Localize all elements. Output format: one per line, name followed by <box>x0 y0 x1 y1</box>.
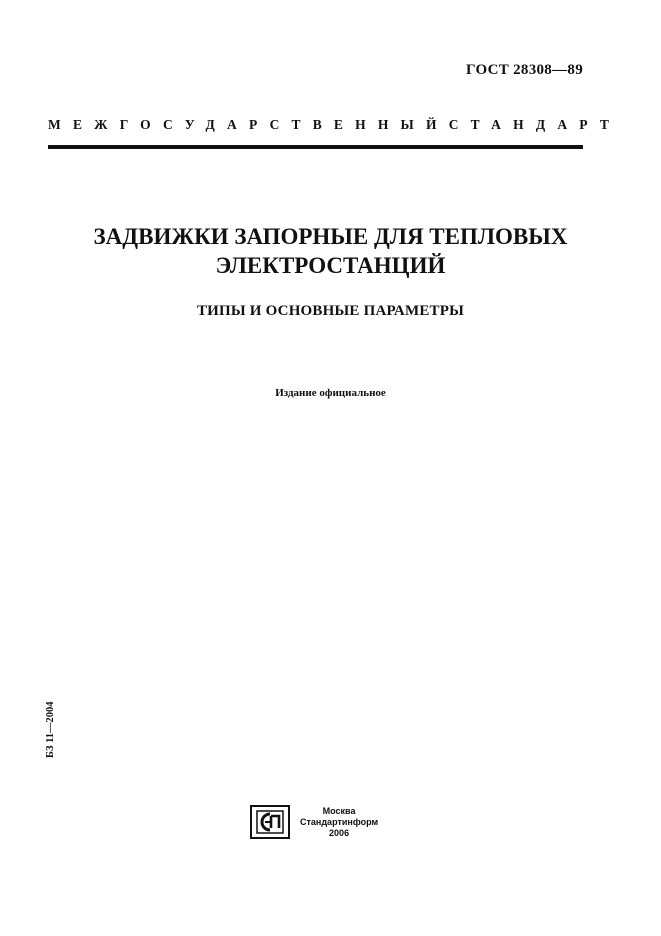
document-title-line-2: ЭЛЕКТРОСТАНЦИЙ <box>215 253 446 278</box>
interstate-standard-label <box>48 117 622 133</box>
document-title-line-1: ЗАДВИЖКИ ЗАПОРНЫЕ ДЛЯ ТЕПЛОВЫХ <box>93 224 568 249</box>
document-subtitle: ТИПЫ И ОСНОВНЫЕ ПАРАМЕТРЫ <box>196 303 465 319</box>
edition-note: Издание официальное <box>275 387 386 399</box>
interstate-word-1: МЕЖГОСУДАРСТВЕННЫЙ <box>48 117 449 132</box>
header-rule <box>48 145 583 149</box>
gost-number: ГОСТ 28308—89 <box>465 62 583 78</box>
publisher-year: 2006 <box>329 827 350 838</box>
publisher-imprint <box>300 806 378 839</box>
publisher-name: Стандартинформ <box>300 816 379 827</box>
standartinform-logo-icon <box>250 805 290 839</box>
publisher-block <box>250 805 378 839</box>
publisher-city: Москва <box>322 805 356 816</box>
side-code: БЗ 11—2004 <box>45 701 56 758</box>
document-title <box>0 222 661 280</box>
interstate-word-2: СТАНДАРТ <box>448 117 622 132</box>
